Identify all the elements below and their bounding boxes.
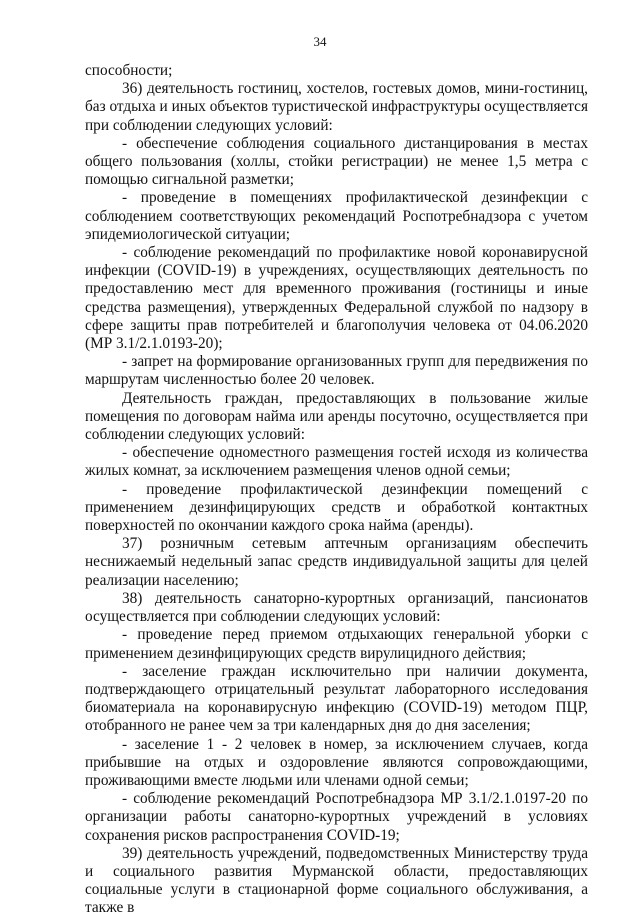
page-number: 34 xyxy=(313,34,327,49)
paragraph: - обеспечение соблюдения социального дистанцирования в местах общего пользования (холлы, стойки регистрации) не менее 1,5 метра с помощью сигнальной разметки; xyxy=(85,134,588,189)
paragraph: - проведение в помещениях профилактической дезинфекции с соблюдением соответствующих рекомендаций Роспотребнадзора с учетом эпидемиологической ситуации; xyxy=(85,189,588,243)
paragraph: - запрет на формирование организованных групп для передвижения по маршрутам численностью более 20 человек. xyxy=(85,353,588,389)
paragraph: - проведение профилактической дезинфекции помещений с применением дезинфицирующих средств и обработкой контактных поверхностей по окончании каждого срока найма (аренды). xyxy=(85,480,588,535)
paragraph: 38) деятельность санаторно-курортных организаций, пансионатов осуществляется при соблюдении следующих условий: xyxy=(85,589,588,626)
paragraph: 37) розничным сетевым аптечным организациям обеспечить неснижаемый недельный запас средств индивидуальной защиты для целей реализации населению; xyxy=(85,535,588,589)
document-body xyxy=(85,62,588,918)
paragraph: 39) деятельность учреждений, подведомственных Министерству труда и социального развития Мурманской области, предоставляющих социальные услуги в стационарной форме социального обслуживания, а также в xyxy=(85,844,588,917)
paragraph: Деятельность граждан, предоставляющих в пользование жилые помещения по договорам найма или аренды посуточно, осуществляется при соблюдении следующих условий: xyxy=(85,389,588,444)
paragraph: способности; xyxy=(85,62,173,79)
paragraph: - обеспечение одноместного размещения гостей исходя из количества жилых комнат, за исключением размещения членов одной семьи; xyxy=(85,444,588,480)
paragraph: 36) деятельность гостиниц, хостелов, гостевых домов, мини-гостиниц, баз отдыха и иных объектов туристической инфраструктуры осуществляется при соблюдении следующих условий: xyxy=(85,80,588,134)
paragraph: - заселение 1 - 2 человек в номер, за исключением случаев, когда прибывшие на отдых и оздоровление являются сопровождающими, проживающими вместе людьми или членами одной семьи; xyxy=(85,735,588,789)
paragraph: - заселение граждан исключительно при наличии документа, подтверждающего отрицательный результат лабораторного исследования биоматериала на коронавирусную инфекцию (COVID-19) методом ПЦР, отобранного не ранее чем за три календарных дня до дня заселения; xyxy=(85,662,588,735)
paragraph: - соблюдение рекомендаций по профилактике новой коронавирусной инфекции (COVID-19) в учреждениях, осуществляющих деятельность по предоставлению мест для временного проживания (гостиницы и иные средства размещения), утвержденных Федеральной службой по надзору в сфере защиты прав потребителей и благополучия человека от 04.06.2020 (МР 3.1/2.1.0193-20); xyxy=(85,244,588,353)
paragraph: - соблюдение рекомендаций Роспотребнадзора МР 3.1/2.1.0197-20 по организации работы санаторно-курортных учреждений в условиях сохранения рисков распространения COVID-19; xyxy=(85,790,588,844)
paragraph: - проведение перед приемом отдыхающих генеральной уборки с применением дезинфицирующих средств вирулицидного действия; xyxy=(85,626,588,662)
